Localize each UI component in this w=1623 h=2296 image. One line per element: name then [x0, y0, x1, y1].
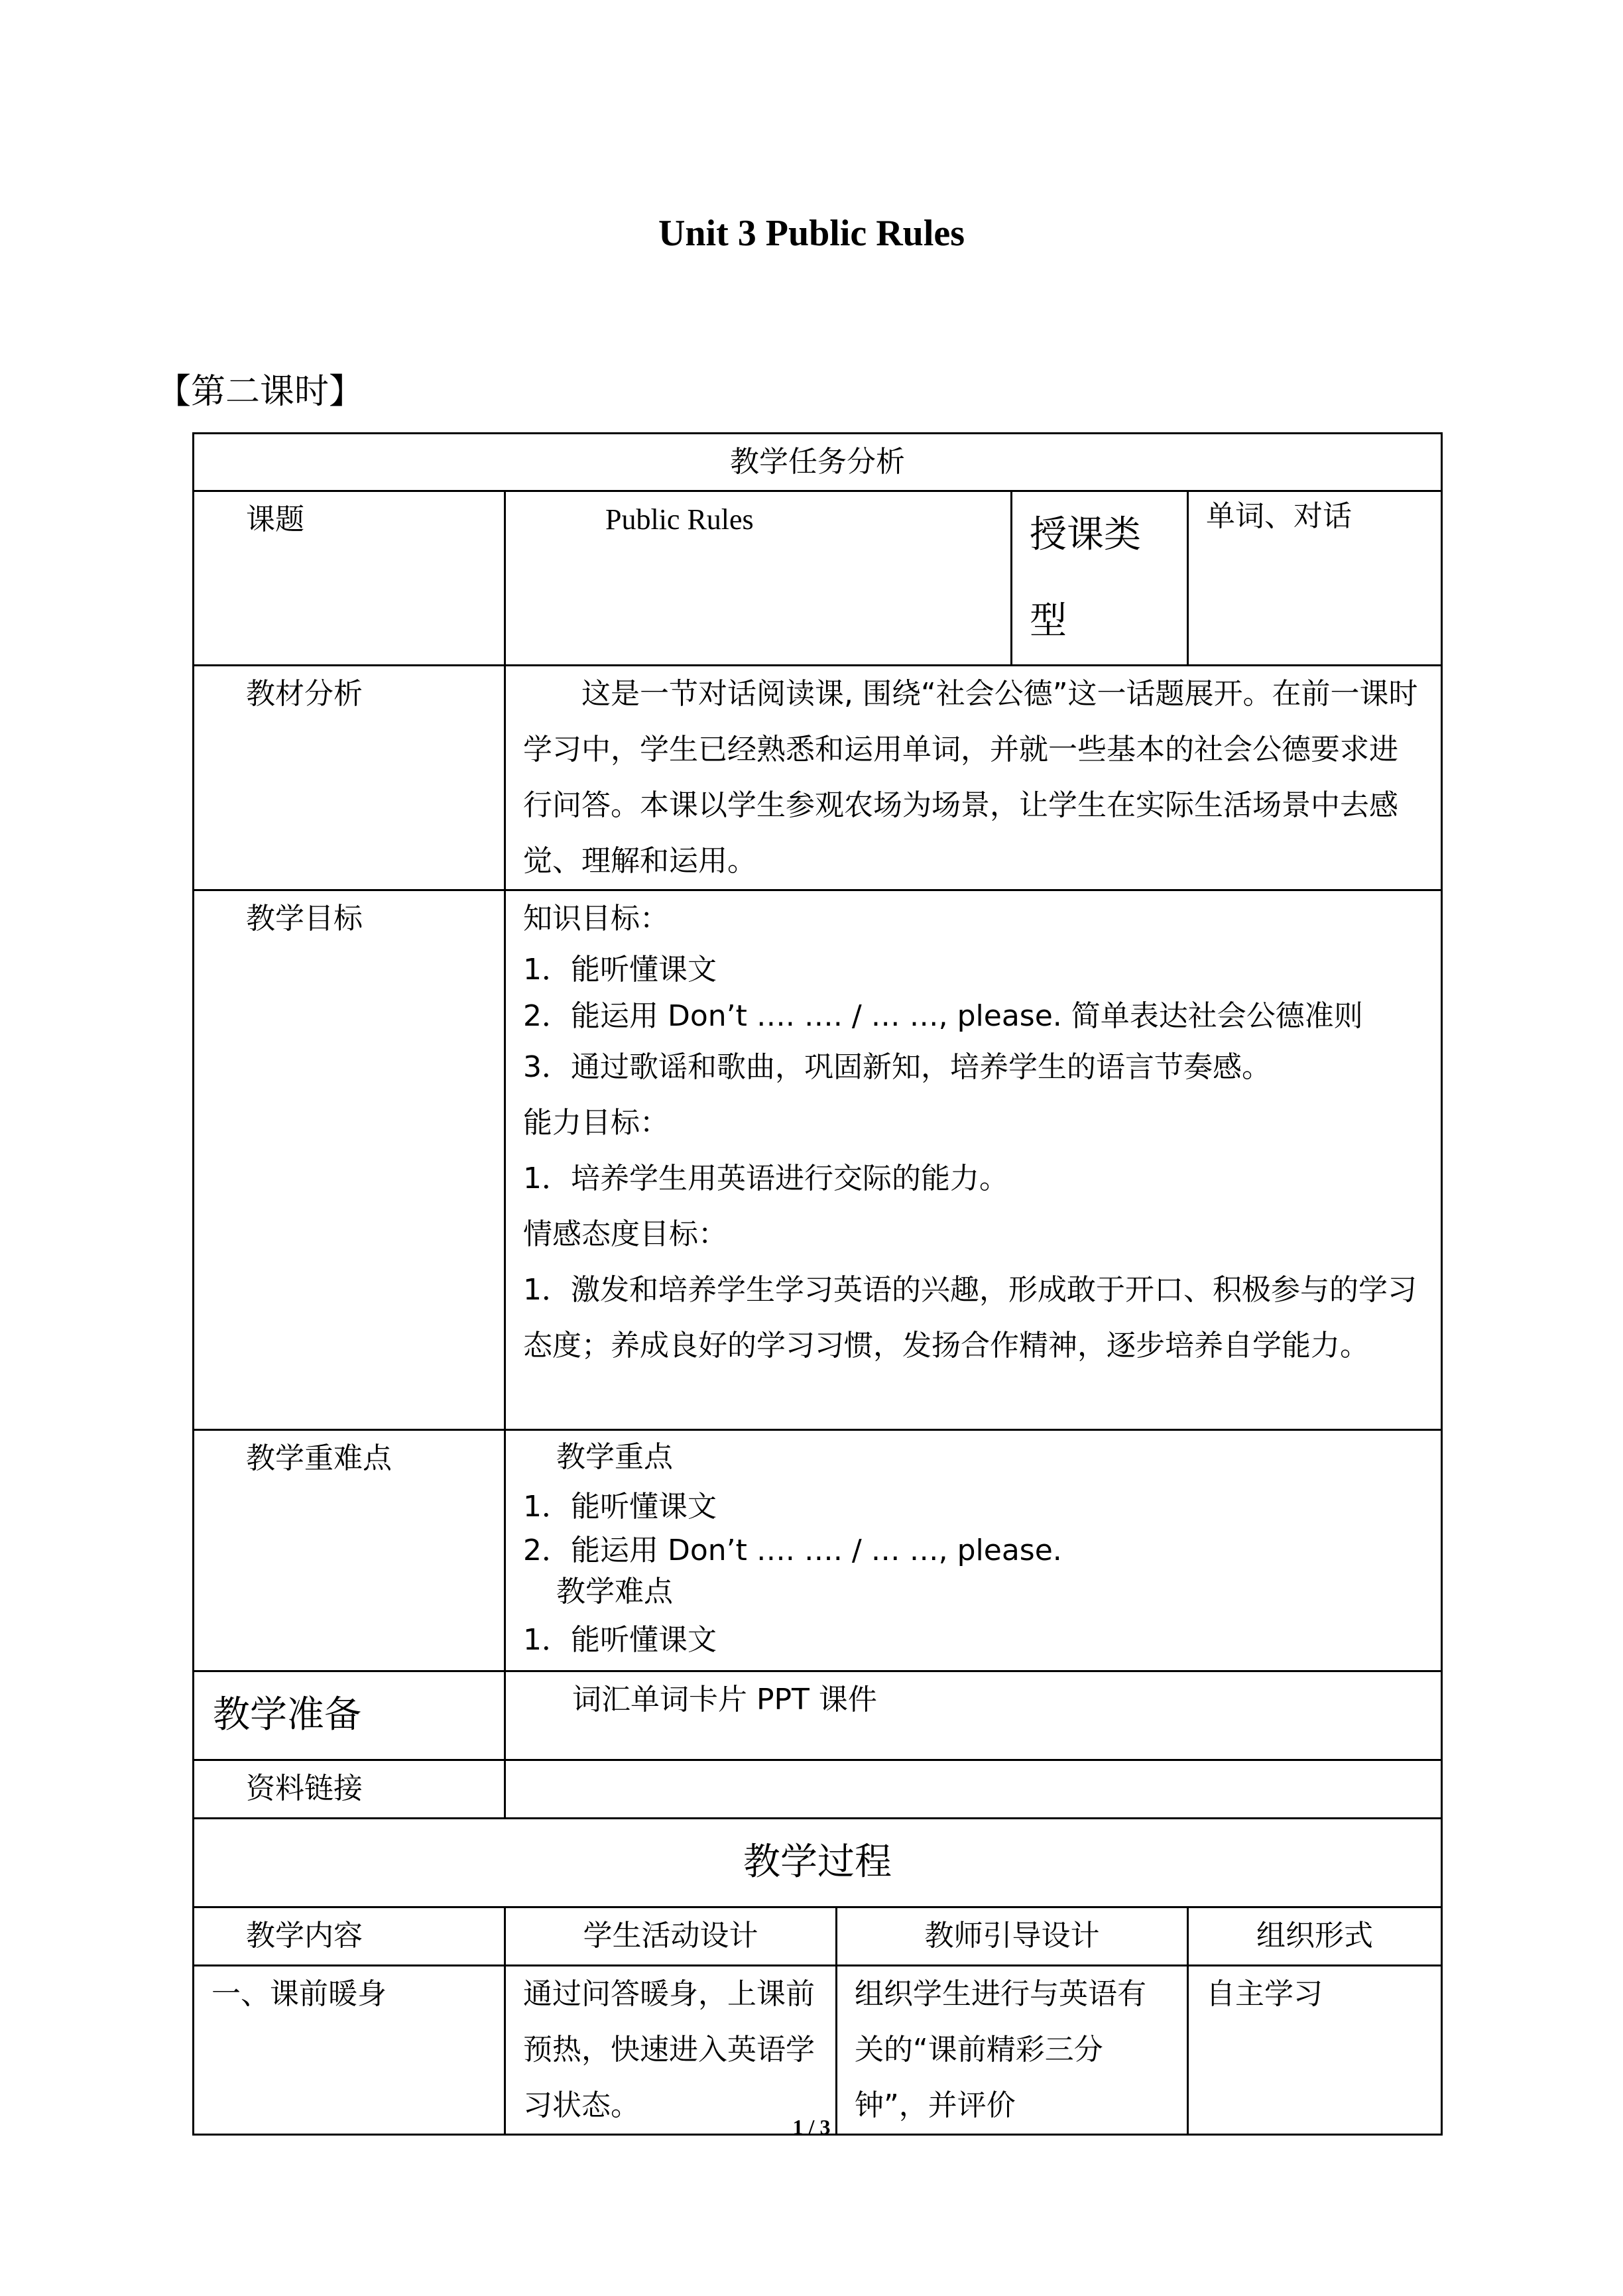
lesson-label: 【第二课时】	[156, 372, 364, 412]
topic-value: Public Rules	[505, 491, 1012, 666]
goals-row	[194, 890, 1442, 1430]
knowledge-goal-2: 2．能运用 Don’t …. …. / … …, please. 简单表达社会公德准则	[523, 999, 1363, 1033]
goals-label: 教学目标	[194, 890, 505, 1430]
resources-value	[505, 1760, 1442, 1819]
emotion-goal-1: 1．激发和培养学生学习英语的兴趣，形成敢于开口、积极参与的学习态度；养成良好的学习习惯，发扬合作精神，逐步培养自学能力。	[523, 1273, 1417, 1362]
keypoints-row	[194, 1430, 1442, 1671]
ability-goal-title: 能力目标：	[523, 1106, 669, 1140]
column-content: 教学内容	[194, 1907, 505, 1966]
topic-row	[194, 491, 1442, 666]
type-label: 授课类型	[1012, 491, 1188, 666]
keypoints-content	[505, 1430, 1442, 1671]
process-row	[194, 1966, 1442, 2135]
prep-row	[194, 1671, 1442, 1760]
process-teacher-guidance: 组织学生进行与英语有关的“课前精彩三分钟”，并评价	[837, 1966, 1188, 2135]
ability-goal-1: 1．培养学生用英语进行交际的能力。	[523, 1162, 1008, 1195]
column-organization: 组织形式	[1188, 1907, 1442, 1966]
process-student-activity: 通过问答暖身，上课前预热，快速进入英语学习状态。	[505, 1966, 837, 2135]
focus-1: 1．能听懂课文	[523, 1490, 717, 1524]
column-student-activity: 学生活动设计	[505, 1907, 837, 1966]
type-value: 单词、对话	[1188, 491, 1442, 666]
process-content: 一、课前暖身	[194, 1966, 505, 2135]
goals-content	[505, 890, 1442, 1430]
column-teacher-guidance: 教师引导设计	[837, 1907, 1188, 1966]
prep-label: 教学准备	[194, 1671, 505, 1760]
material-row	[194, 666, 1442, 890]
process-columns-row	[194, 1907, 1442, 1966]
prep-value: 词汇单词卡片 PPT 课件	[505, 1671, 1442, 1760]
difficulty-1: 1．能听懂课文	[523, 1623, 717, 1657]
resources-row	[194, 1760, 1442, 1819]
process-header: 教学过程	[194, 1819, 1442, 1907]
knowledge-goal-3: 3．通过歌谣和歌曲，巩固新知，培养学生的语言节奏感。	[523, 1050, 1271, 1084]
document-title: Unit 3 Public Rules	[658, 213, 965, 254]
task-analysis-header: 教学任务分析	[194, 434, 1442, 491]
knowledge-goal-title: 知识目标：	[523, 902, 669, 936]
resources-label: 资料链接	[194, 1760, 505, 1819]
focus-2: 2．能运用 Don’t …. …. / … …, please.	[523, 1534, 1062, 1567]
page-number: 1 / 3	[792, 2115, 831, 2139]
task-analysis-row	[194, 434, 1442, 491]
process-header-row	[194, 1819, 1442, 1907]
material-text: 这是一节对话阅读课, 围绕“社会公德”这一话题展开。在前一课时学习中，学生已经熟悉和运用单词，并就一些基本的社会公德要求进行问答。本课以学生参观农场为场景，让学生在实际生活场景中去感觉、理解和运用。	[505, 666, 1442, 890]
keypoints-label: 教学重难点	[194, 1430, 505, 1671]
focus-title: 教学重点	[556, 1440, 673, 1474]
lesson-plan-table	[192, 432, 1443, 2136]
emotion-goal-title: 情感态度目标：	[523, 1217, 727, 1251]
topic-label: 课题	[194, 491, 505, 666]
knowledge-goal-1: 1．能听懂课文	[523, 953, 717, 987]
material-label: 教材分析	[194, 666, 505, 890]
process-organization: 自主学习	[1188, 1966, 1442, 2135]
difficulty-title: 教学难点	[556, 1575, 673, 1608]
